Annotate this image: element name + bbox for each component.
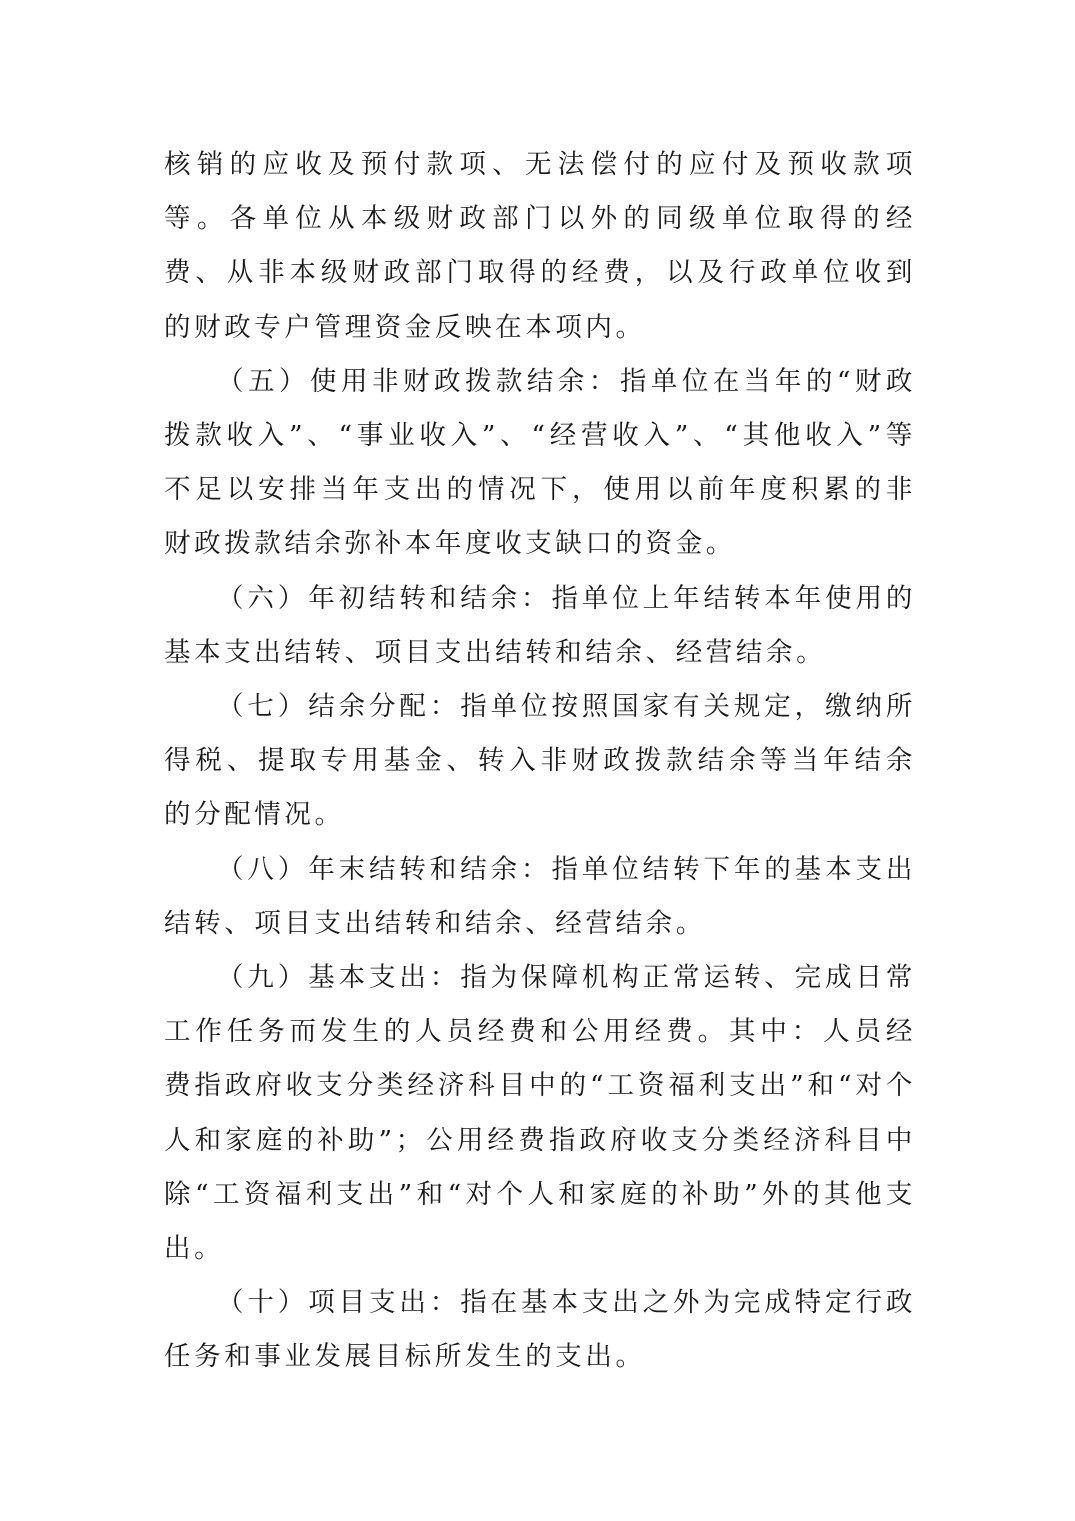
paragraph-item-9: （九）基本支出：指为保障机构正常运转、完成日常工作任务而发生的人员经费和公用经费。其中：人员经费指政府收支分类经济科目中的“工资福利支出”和“对个人和家庭的补助”；公用经费指政府收支分类经济科目中除“工资福利支出”和“对个人和家庭的补助”外的其他支出。 bbox=[164, 962, 916, 1265]
paragraph-continuation: 核销的应收及预付款项、无法偿付的应付及预收款项等。各单位从本级财政部门以外的同级单位取得的经费、从非本级财政部门取得的经费，以及行政单位收到的财政专户管理资金反映在本项内。 bbox=[164, 149, 916, 343]
paragraph-item-10: （十）项目支出：指在基本支出之外为完成特定行政任务和事业发展目标所发生的支出。 bbox=[164, 1287, 916, 1373]
paragraph-item-7: （七）结余分配：指单位按照国家有关规定，缴纳所得税、提取专用基金、转入非财政拨款结余等当年结余的分配情况。 bbox=[164, 691, 916, 831]
body-text bbox=[164, 138, 916, 1385]
paragraph-item-6: （六）年初结转和结余：指单位上年结转本年使用的基本支出结转、项目支出结转和结余、经营结余。 bbox=[164, 582, 916, 668]
paragraph-item-8: （八）年末结转和结余：指单位结转下年的基本支出结转、项目支出结转和结余、经营结余。 bbox=[164, 853, 916, 939]
paragraph-item-5: （五）使用非财政拨款结余：指单位在当年的“财政拨款收入”、“事业收入”、“经营收入”、“其他收入”等不足以安排当年支出的情况下，使用以前年度积累的非财政拨款结余弥补本年度收支缺口的资金。 bbox=[164, 365, 916, 560]
